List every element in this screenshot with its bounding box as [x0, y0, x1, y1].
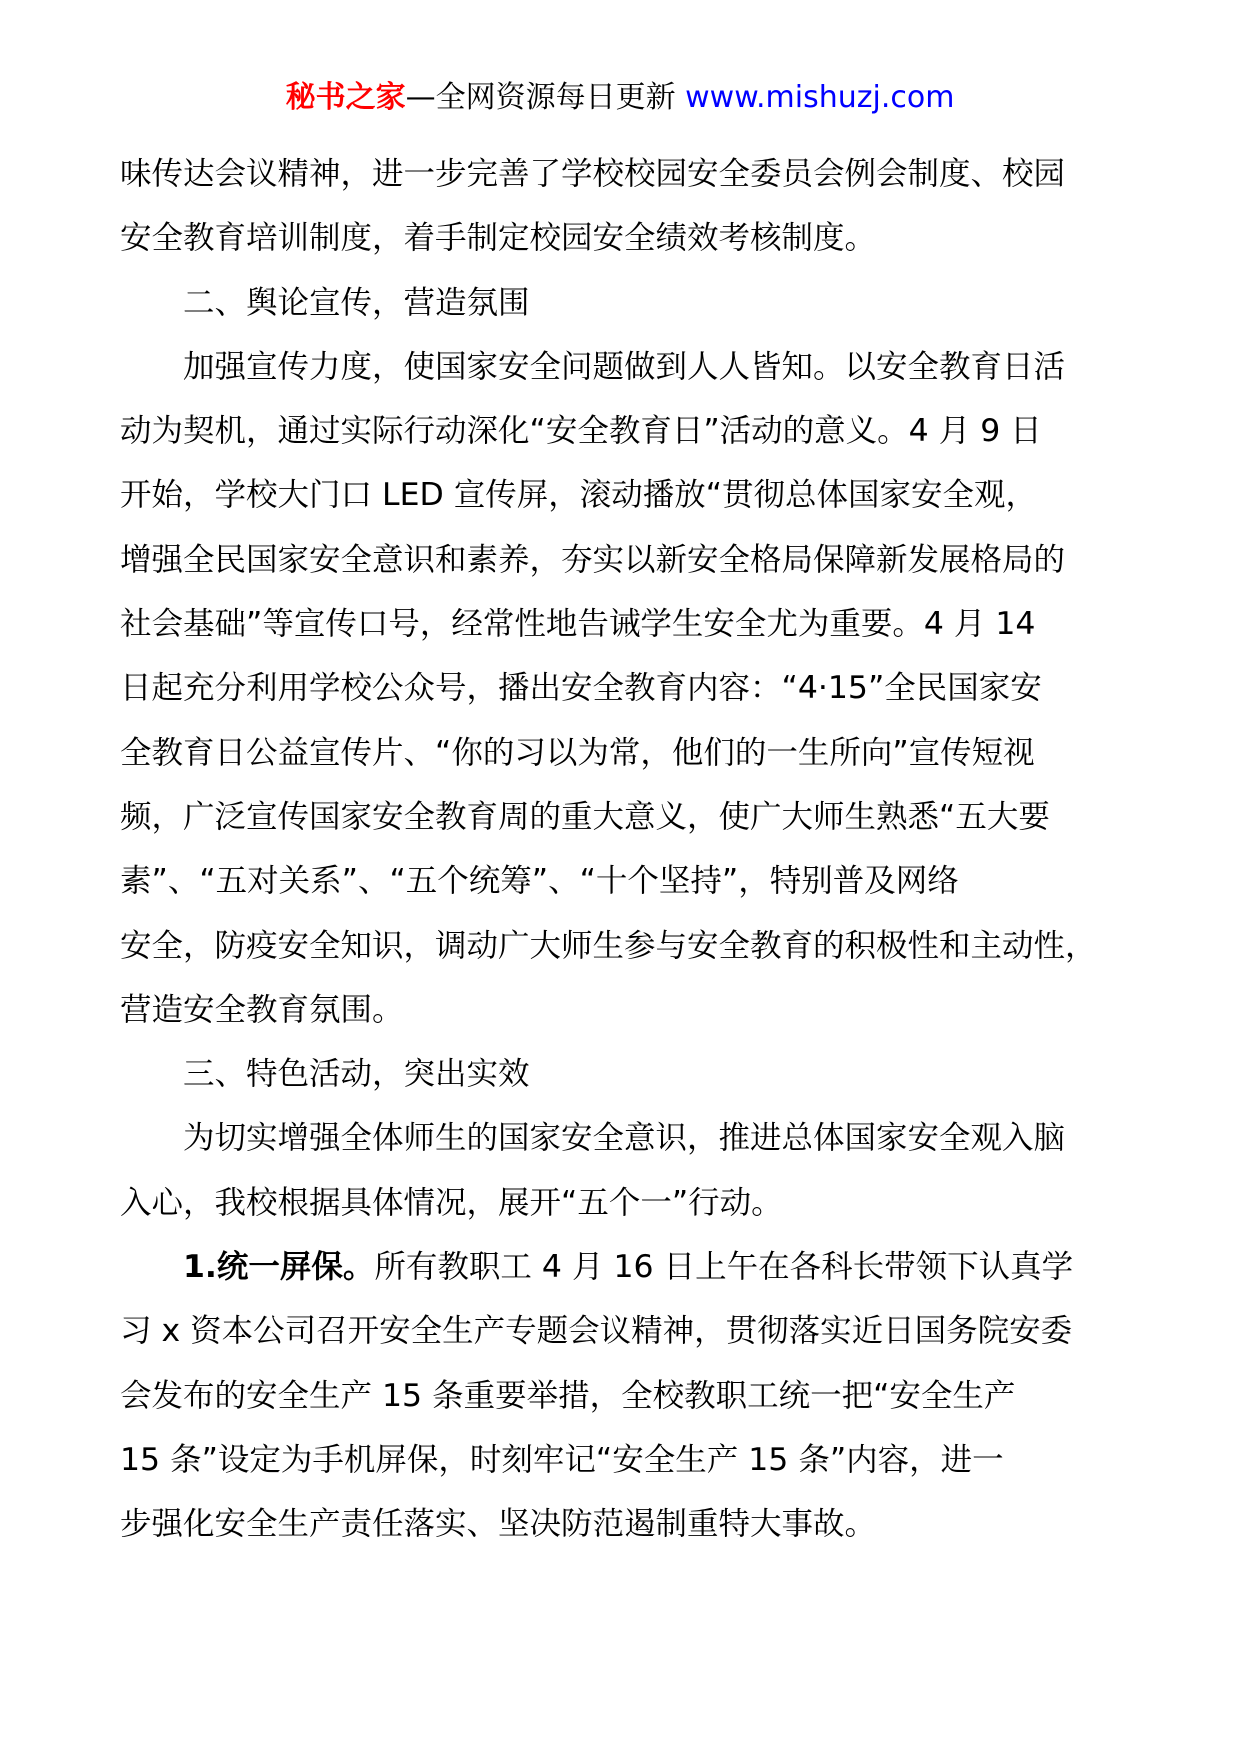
- section-heading-3: 三、特色活动，突出实效: [183, 1056, 530, 1093]
- body-line: 开始，学校大门口 LED 宣传屏，滚动播放“贯彻总体国家安全观，: [120, 477, 1038, 514]
- body-line: 入心，我校根据具体情况，展开“五个一”行动。: [120, 1184, 783, 1221]
- body-line: 素”、“五对关系”、“五个统筹”、“十个坚持”，特别普及网络: [120, 863, 959, 900]
- body-line: 味传达会议精神，进一步完善了学校校园安全委员会例会制度、校园: [120, 156, 1066, 192]
- body-line: 会发布的安全生产 15 条重要举措，全校教职工统一把“安全生产: [120, 1377, 1016, 1414]
- site-header: [0, 78, 1240, 118]
- body-line: 15 条”设定为手机屏保，时刻牢记“安全生产 15 条”内容，进一: [120, 1441, 1004, 1478]
- site-url[interactable]: www.mishuzj.com: [685, 80, 955, 115]
- body-line: 日起充分利用学校公众号，播出安全教育内容：“4·15”全民国家安: [120, 670, 1042, 707]
- item-1-heading: 1.统一屏保。: [183, 1249, 375, 1286]
- body-line: 动为契机，通过实际行动深化“安全教育日”活动的意义。4 月 9 日: [120, 413, 1042, 450]
- body-line: 步强化安全生产责任落实、坚决防范遏制重特大事故。: [120, 1506, 877, 1543]
- body-line: 全教育日公益宣传片、“你的习以为常，他们的一生所向”宣传短视: [120, 734, 1035, 771]
- item-1-line: [120, 1235, 1160, 1299]
- section-heading-2: 二、舆论宣传，营造氛围: [183, 284, 530, 321]
- body-line: 安全教育培训制度，着手制定校园安全绩效考核制度。: [120, 220, 877, 257]
- document-body: [120, 142, 1160, 1557]
- header-tagline: —全网资源每日更新: [405, 80, 686, 115]
- body-line: 安全，防疫安全知识，调动广大师生参与安全教育的积极性和主动性，: [120, 927, 1097, 964]
- body-line: 频，广泛宣传国家安全教育周的重大意义，使广大师生熟悉“五大要: [120, 798, 1050, 835]
- body-line: 习 x 资本公司召开安全生产专题会议精神，贯彻落实近日国务院安委: [120, 1313, 1073, 1350]
- body-line: 为切实增强全体师生的国家安全意识，推进总体国家安全观入脑: [183, 1120, 1066, 1157]
- body-line: 加强宣传力度，使国家安全问题做到人人皆知。以安全教育日活: [183, 348, 1066, 385]
- body-line: 营造安全教育氛围。: [120, 991, 404, 1028]
- body-line: 增强全民国家安全意识和素养，夯实以新安全格局保障新发展格局的: [120, 541, 1066, 578]
- brand-name: 秘书之家: [285, 80, 406, 115]
- item-1-text: 所有教职工 4 月 16 日上午在各科长带领下认真学: [374, 1249, 1074, 1286]
- body-line: 社会基础”等宣传口号，经常性地告诫学生安全尤为重要。4 月 14: [120, 606, 1036, 643]
